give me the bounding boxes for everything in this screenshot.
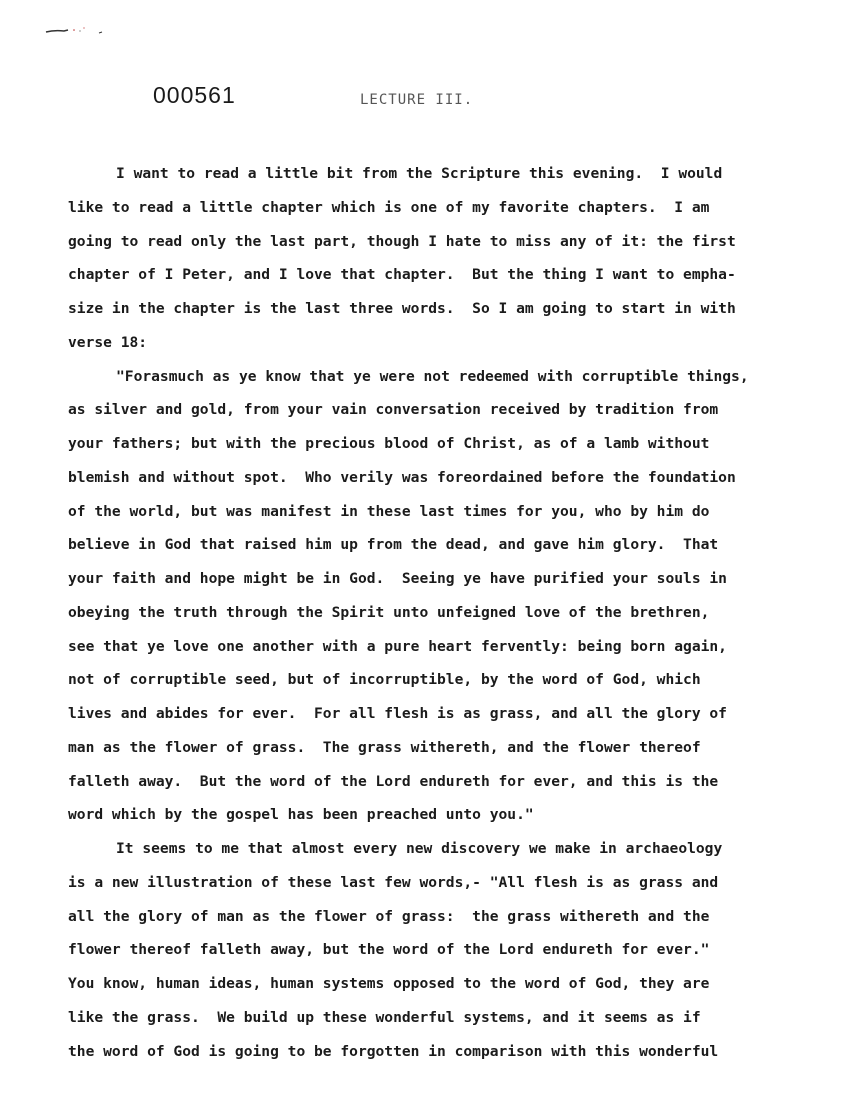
document-number: 000561 [153, 82, 236, 108]
ink-smudge-mark [44, 26, 104, 36]
text-line: all the glory of man as the flower of grass: the grass withereth and the [68, 907, 710, 925]
lecture-heading: LECTURE III. [360, 92, 474, 108]
text-line: It seems to me that almost every new discovery we make in archaeology [116, 840, 723, 857]
text-line: not of corruptible seed, but of incorruptible, by the word of God, which [68, 671, 701, 689]
text-line: as silver and gold, from your vain conversation received by tradition from [68, 401, 719, 419]
text-line: blemish and without spot. Who verily was foreordained before the foundation [68, 468, 736, 486]
text-line: You know, human ideas, human systems opposed to the word of God, they are [68, 975, 710, 992]
document-body [68, 157, 854, 1068]
text-line: I want to read a little bit from the Scripture this evening. I would [116, 165, 723, 182]
text-line: size in the chapter is the last three words. So I am going to start in with [68, 300, 736, 317]
text-line: your fathers; but with the precious blood of Christ, as of a lamb without [68, 435, 710, 452]
text-line: your faith and hope might be in God. Seeing ye have purified your souls in [68, 570, 727, 587]
text-line: obeying the truth through the Spirit unto unfeigned love of the brethren, [68, 603, 710, 621]
text-line: "Forasmuch as ye know that ye were not redeemed with corruptible things, [116, 367, 749, 385]
text-line: man as the flower of grass. The grass withereth, and the flower thereof [68, 738, 701, 756]
text-line: like to read a little chapter which is one of my favorite chapters. I am [68, 198, 710, 216]
text-line: flower thereof falleth away, but the word of the Lord endureth for ever." [68, 941, 710, 959]
text-line: going to read only the last part, though I hate to miss any of it: the first [68, 232, 736, 250]
text-line: like the grass. We build up these wonderful systems, and it seems as if [68, 1008, 701, 1026]
text-line: see that ye love one another with a pure heart fervently: being born again, [68, 637, 727, 655]
text-line: word which by the gospel has been preached unto you." [68, 806, 534, 824]
text-line: of the world, but was manifest in these last times for you, who by him do [68, 502, 710, 520]
text-line: falleth away. But the word of the Lord endureth for ever, and this is the [68, 772, 719, 790]
text-line: believe in God that raised him up from the dead, and gave him glory. That [68, 536, 719, 554]
text-line: chapter of I Peter, and I love that chapter. But the thing I want to empha- [68, 266, 736, 284]
text-line: the word of God is going to be forgotten in comparison with this wonderful [68, 1042, 719, 1060]
text-line: verse 18: [68, 333, 148, 351]
text-line: lives and abides for ever. For all flesh is as grass, and all the glory of [68, 705, 727, 722]
text-line: is a new illustration of these last few words,- "All flesh is as grass and [68, 873, 719, 891]
